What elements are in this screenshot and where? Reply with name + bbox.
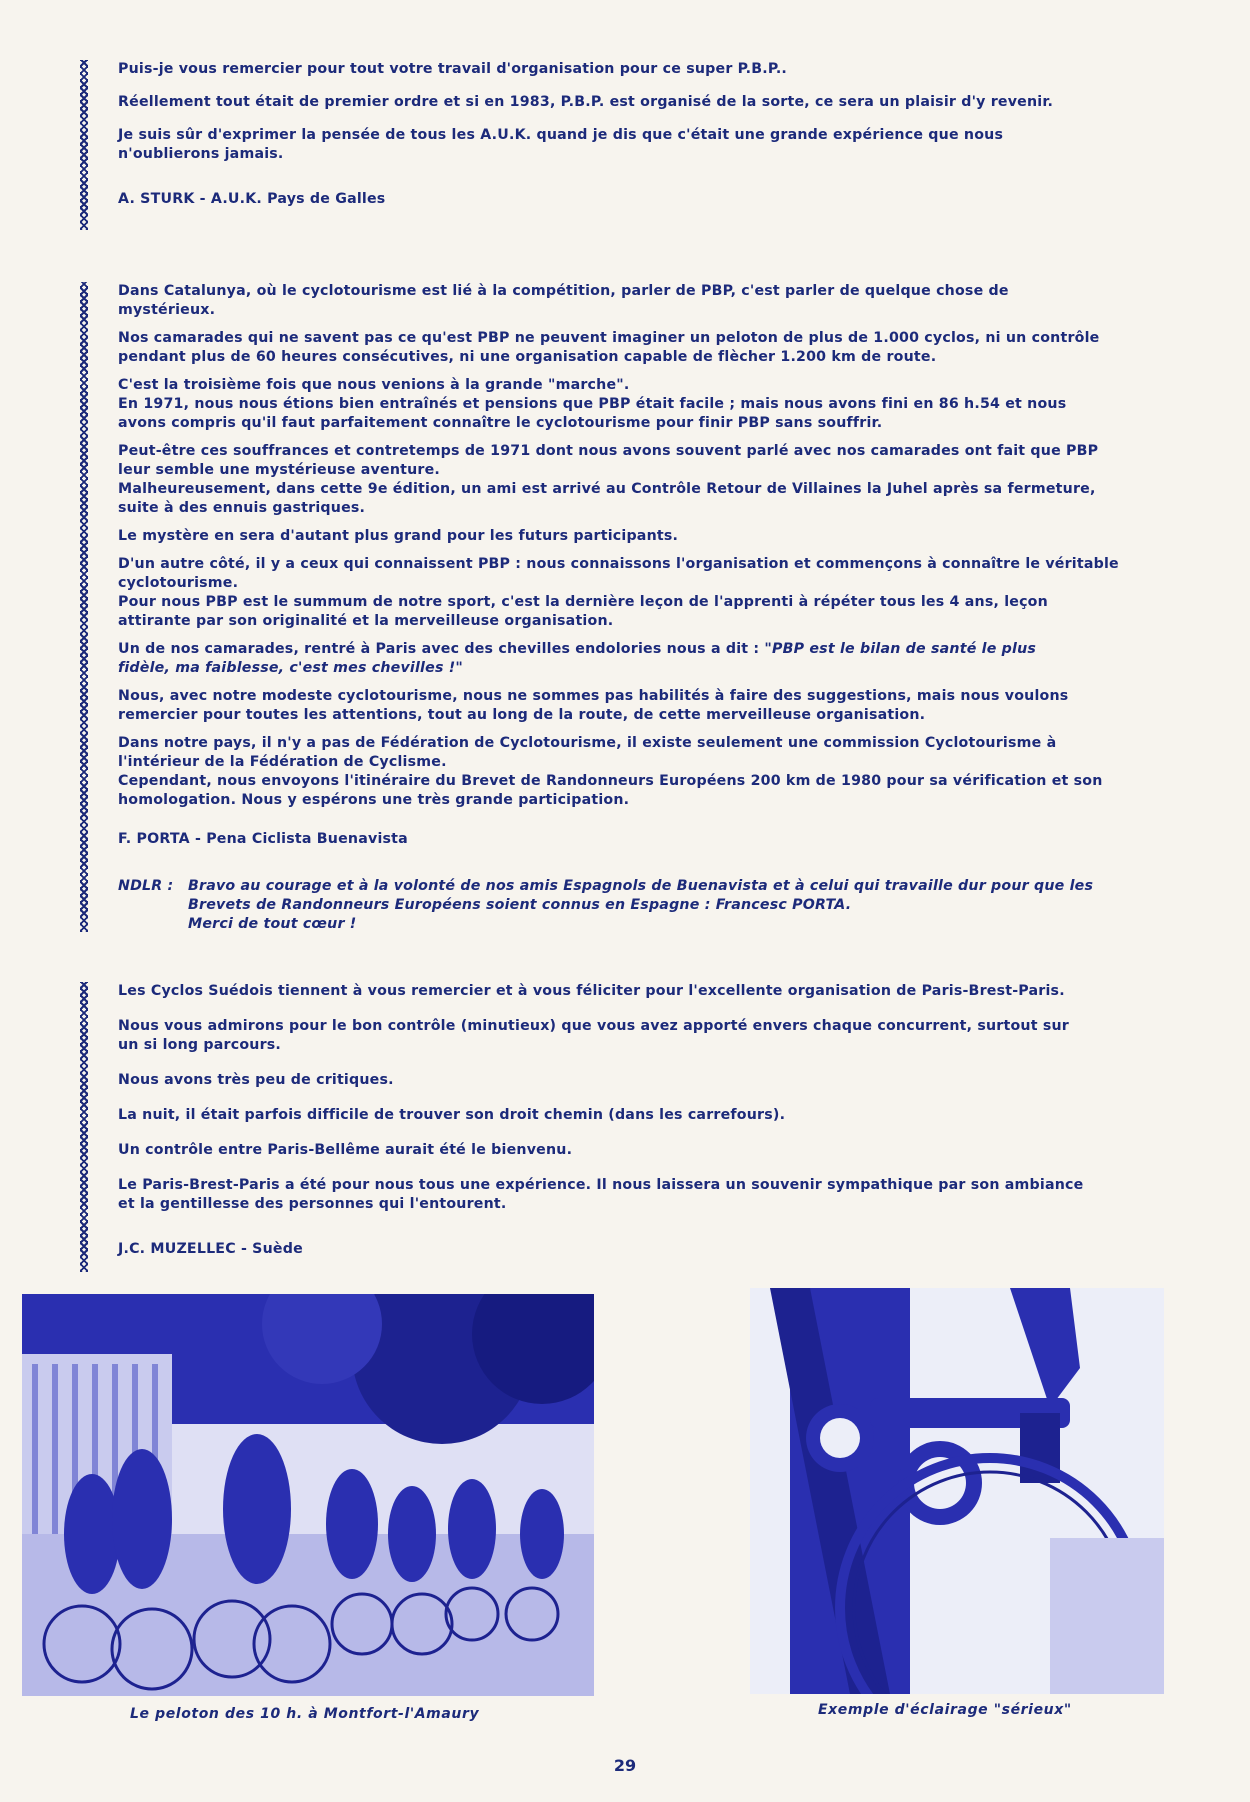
paragraph: Réellement tout était de premier ordre et si en 1983, P.B.P. est organisé de la sorte, ce sera un plaisir d'y revenir.: [118, 94, 1054, 110]
editor-note-label: NDLR :: [118, 878, 174, 894]
paragraph: Nos camarades qui ne savent pas ce qu'est PBP ne peuvent imaginer un peloton de plus de 1.000 cyclos, ni un contrôle pendant plus de 60 heures consécutives, ni une organisation capable de flècher 1.200 km de route.: [118, 330, 1100, 365]
paragraph-quote: [118, 640, 1170, 678]
photo-lighting: [750, 1288, 1164, 1694]
paragraph: D'un autre côté, il y a ceux qui connaissent PBP : nous connaissons l'organisation et commençons à connaître le véritable cyclotourisme. Pour nous PBP est le summum de notre sport, c'est la dernière leçon de l'apprenti à répéter tous les 4 ans, leçon attirante par son originalité et la merveilleuse organisation.: [118, 556, 1119, 629]
letter-muzellec: [90, 982, 1170, 1272]
signature: A. STURK - A.U.K. Pays de Galles: [118, 191, 386, 207]
paragraph: Nous avons très peu de critiques.: [118, 1072, 394, 1088]
paragraph: Le mystère en sera d'autant plus grand pour les futurs participants.: [118, 528, 679, 544]
paragraph: Un contrôle entre Paris-Bellême aurait été le bienvenu.: [118, 1142, 573, 1158]
bicycle-light-illustration: [750, 1288, 1164, 1694]
photo-caption: Exemple d'éclairage "sérieux": [818, 1702, 1072, 1718]
zigzag-border: [80, 60, 88, 230]
paragraph: Dans Catalunya, où le cyclotourisme est lié à la compétition, parler de PBP, c'est parler de quelque chose de mystérieux.: [118, 283, 1009, 318]
photo-caption: Le peloton des 10 h. à Montfort-l'Amaury: [130, 1706, 480, 1722]
paragraph: Les Cyclos Suédois tiennent à vous remercier et à vous féliciter pour l'excellente organisation de Paris-Brest-Paris.: [118, 983, 1065, 999]
paragraph: Dans notre pays, il n'y a pas de Fédération de Cyclotourisme, il existe seulement une commission Cyclotourisme à l'intérieur de la Fédération de Cyclisme. Cependant, nous envoyons l'itinéraire du Brevet de Randonneurs Européens 200 km de 1980 pour sa vérification et son homologation. Nous y espérons une très grande participation.: [118, 735, 1103, 808]
page-number: 29: [613, 1756, 637, 1775]
quote-text: "PBP est le bilan de santé le plus fidèle, ma faiblesse, c'est mes chevilles !": [118, 641, 1037, 676]
paragraph: C'est la troisième fois que nous venions à la grande "marche". En 1971, nous nous étions bien entraînés et pensions que PBP était facile ; mais nous avons fini en 86 h.54 et nous avons compris qu'il faut parfaitement connaître le cyclotourisme pour finir PBP sans souffrir.: [118, 377, 1067, 431]
editor-note: [118, 877, 1170, 934]
letter-porta: [90, 282, 1170, 932]
quote-intro: Un de nos camarades, rentré à Paris avec des chevilles endolories nous a dit :: [118, 641, 765, 657]
paragraph: Nous vous admirons pour le bon contrôle (minutieux) que vous avez apporté envers chaque concurrent, surtout sur un si long parcours.: [118, 1018, 1069, 1053]
paragraph: Peut-être ces souffrances et contretemps de 1971 dont nous avons souvent parlé avec nos camarades ont fait que PBP leur semble une mystérieuse aventure. Malheureusement, dans cette 9e édition, un ami est arrivé au Contrôle Retour de Villaines la Juhel après sa fermeture, suite à des ennuis gastriques.: [118, 443, 1099, 516]
photo-peloton: [22, 1294, 594, 1696]
paragraph: La nuit, il était parfois difficile de trouver son droit chemin (dans les carrefours).: [118, 1107, 786, 1123]
zigzag-border: [80, 282, 88, 932]
letter-sturk: [90, 60, 1170, 230]
paragraph: Le Paris-Brest-Paris a été pour nous tous une expérience. Il nous laissera un souvenir sympathique par son ambiance et la gentillesse des personnes qui l'entourent.: [118, 1177, 1084, 1212]
zigzag-border: [80, 982, 88, 1272]
editor-note-text: Bravo au courage et à la volonté de nos amis Espagnols de Buenavista et à celui qui travaille dur pour que les Brevets de Randonneurs Européens soient connus en Espagne : Francesc PORTA. Merci de tout cœur !: [188, 878, 1094, 932]
signature: F. PORTA - Pena Ciclista Buenavista: [118, 831, 408, 847]
paragraph: Puis-je vous remercier pour tout votre travail d'organisation pour ce super P.B.P..: [118, 61, 788, 77]
paragraph: Je suis sûr d'exprimer la pensée de tous les A.U.K. quand je dis que c'était une grande expérience que nous n'oublierons jamais.: [118, 127, 1004, 162]
signature: J.C. MUZELLEC - Suède: [118, 1241, 303, 1257]
paragraph: Nous, avec notre modeste cyclotourisme, nous ne sommes pas habilités à faire des suggestions, mais nous voulons remercier pour toutes les attentions, tout au long de la route, de cette merveilleuse organisation.: [118, 688, 1069, 723]
peloton-illustration: [22, 1294, 594, 1696]
